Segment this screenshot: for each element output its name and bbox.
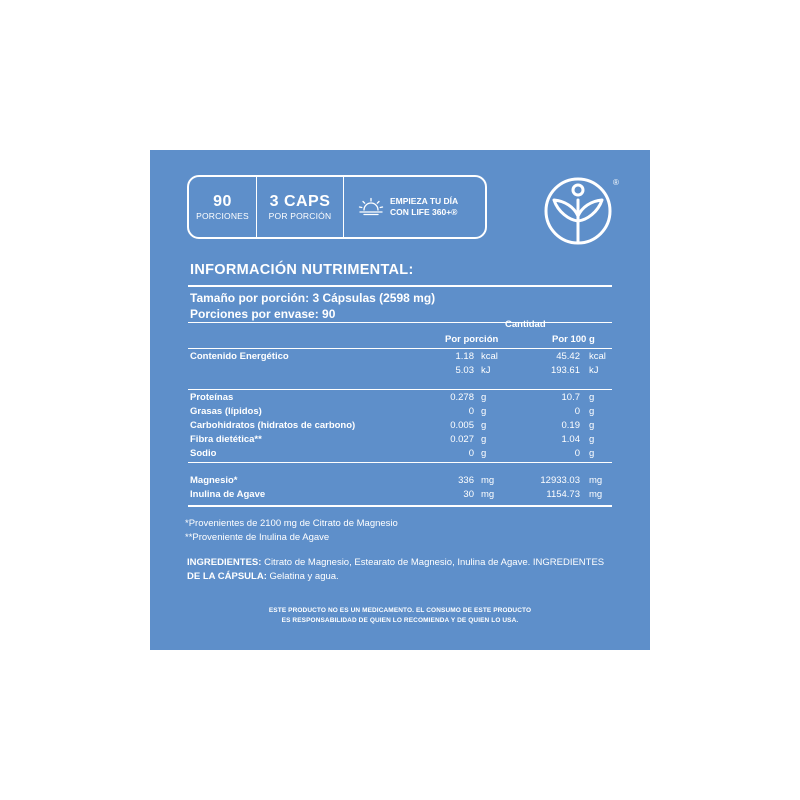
divider (188, 505, 612, 507)
value-per-100g: 12933.03 (540, 475, 580, 486)
table-row (150, 433, 650, 447)
value-per-portion: 30 (463, 489, 474, 500)
portions-cell (189, 177, 257, 237)
unit-per-portion: g (481, 420, 487, 431)
row-label: Proteínas (190, 392, 234, 403)
table-row (150, 419, 650, 433)
value-per-portion: 0.278 (450, 392, 474, 403)
value-per-portion: 0 (468, 448, 474, 459)
header-per-100g: Por 100 g (552, 334, 595, 345)
sunrise-icon (358, 197, 384, 217)
value-per-portion: 0.027 (450, 434, 474, 445)
row-label: Fibra dietética** (190, 434, 262, 445)
divider (188, 348, 612, 349)
table-row (150, 405, 650, 419)
footnote-2: **Proveniente de Inulina de Agave (185, 532, 330, 543)
value-per-100g: 45.42 (556, 351, 580, 362)
table-row (150, 391, 650, 405)
value-per-100g: 1.04 (561, 434, 580, 445)
serving-size: Tamaño por porción: 3 Cápsulas (2598 mg) (190, 291, 436, 305)
capsule-label: DE LA CÁPSULA: (187, 571, 267, 582)
ingredients-text: Citrato de Magnesio, Estearato de Magnesio, Inulina de Agave. INGREDIENTES (261, 557, 605, 568)
caps-value: 3 CAPS (269, 192, 331, 210)
divider (188, 285, 612, 287)
registered-mark: ® (613, 178, 619, 187)
caps-label: POR PORCIÓN (268, 210, 332, 221)
header-per-portion: Por porción (445, 334, 499, 345)
ingredients (187, 556, 617, 584)
portions-label: PORCIONES (196, 210, 249, 221)
row-label: Contenido Energético (190, 351, 289, 362)
value-per-portion: 0.005 (450, 420, 474, 431)
unit-per-100g: g (589, 406, 595, 417)
slogan-cell (344, 177, 485, 237)
table-row (150, 447, 650, 461)
value-per-portion: 336 (458, 475, 474, 486)
serving-info (190, 290, 435, 322)
table-row (150, 364, 650, 378)
footnote-1: *Provenientes de 2100 mg de Citrato de Magnesio (185, 518, 398, 529)
header-quantity: Cantidad (505, 319, 546, 330)
row-label: Carbohidratos (hidratos de carbono) (190, 420, 356, 431)
unit-per-100g: g (589, 392, 595, 403)
value-per-100g: 0 (574, 448, 580, 459)
divider (188, 462, 612, 463)
caps-cell (257, 177, 344, 237)
value-per-100g: 0.19 (561, 420, 580, 431)
unit-per-100g: kJ (589, 365, 599, 376)
unit-per-portion: kcal (481, 351, 498, 362)
unit-per-portion: kJ (481, 365, 491, 376)
row-label: Inulina de Agave (190, 489, 266, 500)
row-label: Sodio (190, 448, 217, 459)
row-label: Grasas (lípidos) (190, 406, 262, 417)
disclaimer-line-2: ES RESPONSABILIDAD DE QUIEN LO RECOMIENDA Y DE QUIEN LO USA. (281, 617, 519, 624)
table-row (150, 488, 650, 502)
ingredients-label: INGREDIENTES: (187, 557, 262, 568)
unit-per-100g: mg (589, 475, 603, 486)
value-per-100g: 10.7 (561, 392, 580, 403)
value-per-100g: 0 (574, 406, 580, 417)
slogan-line-1: EMPIEZA TU DÍA (390, 196, 459, 206)
unit-per-portion: g (481, 406, 487, 417)
table-row (150, 474, 650, 488)
slogan (390, 196, 458, 218)
unit-per-100g: kcal (589, 351, 606, 362)
capsule-text: Gelatina y agua. (266, 571, 339, 582)
value-per-portion: 1.18 (455, 351, 474, 362)
unit-per-100g: mg (589, 489, 603, 500)
value-per-100g: 1154.73 (546, 489, 580, 500)
unit-per-portion: g (481, 448, 487, 459)
unit-per-portion: g (481, 434, 487, 445)
product-badge (187, 175, 487, 239)
disclaimer-line-1: ESTE PRODUCTO NO ES UN MEDICAMENTO. EL CONSUMO DE ESTE PRODUCTO (268, 607, 532, 614)
servings-per-container: Porciones por envase: 90 (190, 307, 336, 321)
nutrition-panel (150, 150, 650, 650)
value-per-portion: 0 (468, 406, 474, 417)
divider (188, 322, 612, 323)
row-label: Magnesio* (190, 475, 238, 486)
unit-per-portion: mg (481, 489, 495, 500)
unit-per-portion: g (481, 392, 487, 403)
portions-value: 90 (213, 192, 232, 210)
value-per-100g: 193.61 (550, 365, 580, 376)
unit-per-portion: mg (481, 475, 495, 486)
divider (188, 389, 612, 390)
unit-per-100g: g (589, 420, 595, 431)
unit-per-100g: g (589, 448, 595, 459)
table-row (150, 350, 650, 364)
unit-per-100g: g (589, 434, 595, 445)
slogan-line-2: CON LIFE 360+® (390, 207, 458, 217)
plant-circle-icon (543, 176, 613, 246)
value-per-portion: 5.03 (455, 365, 474, 376)
table-title: INFORMACIÓN NUTRIMENTAL: (190, 262, 414, 278)
